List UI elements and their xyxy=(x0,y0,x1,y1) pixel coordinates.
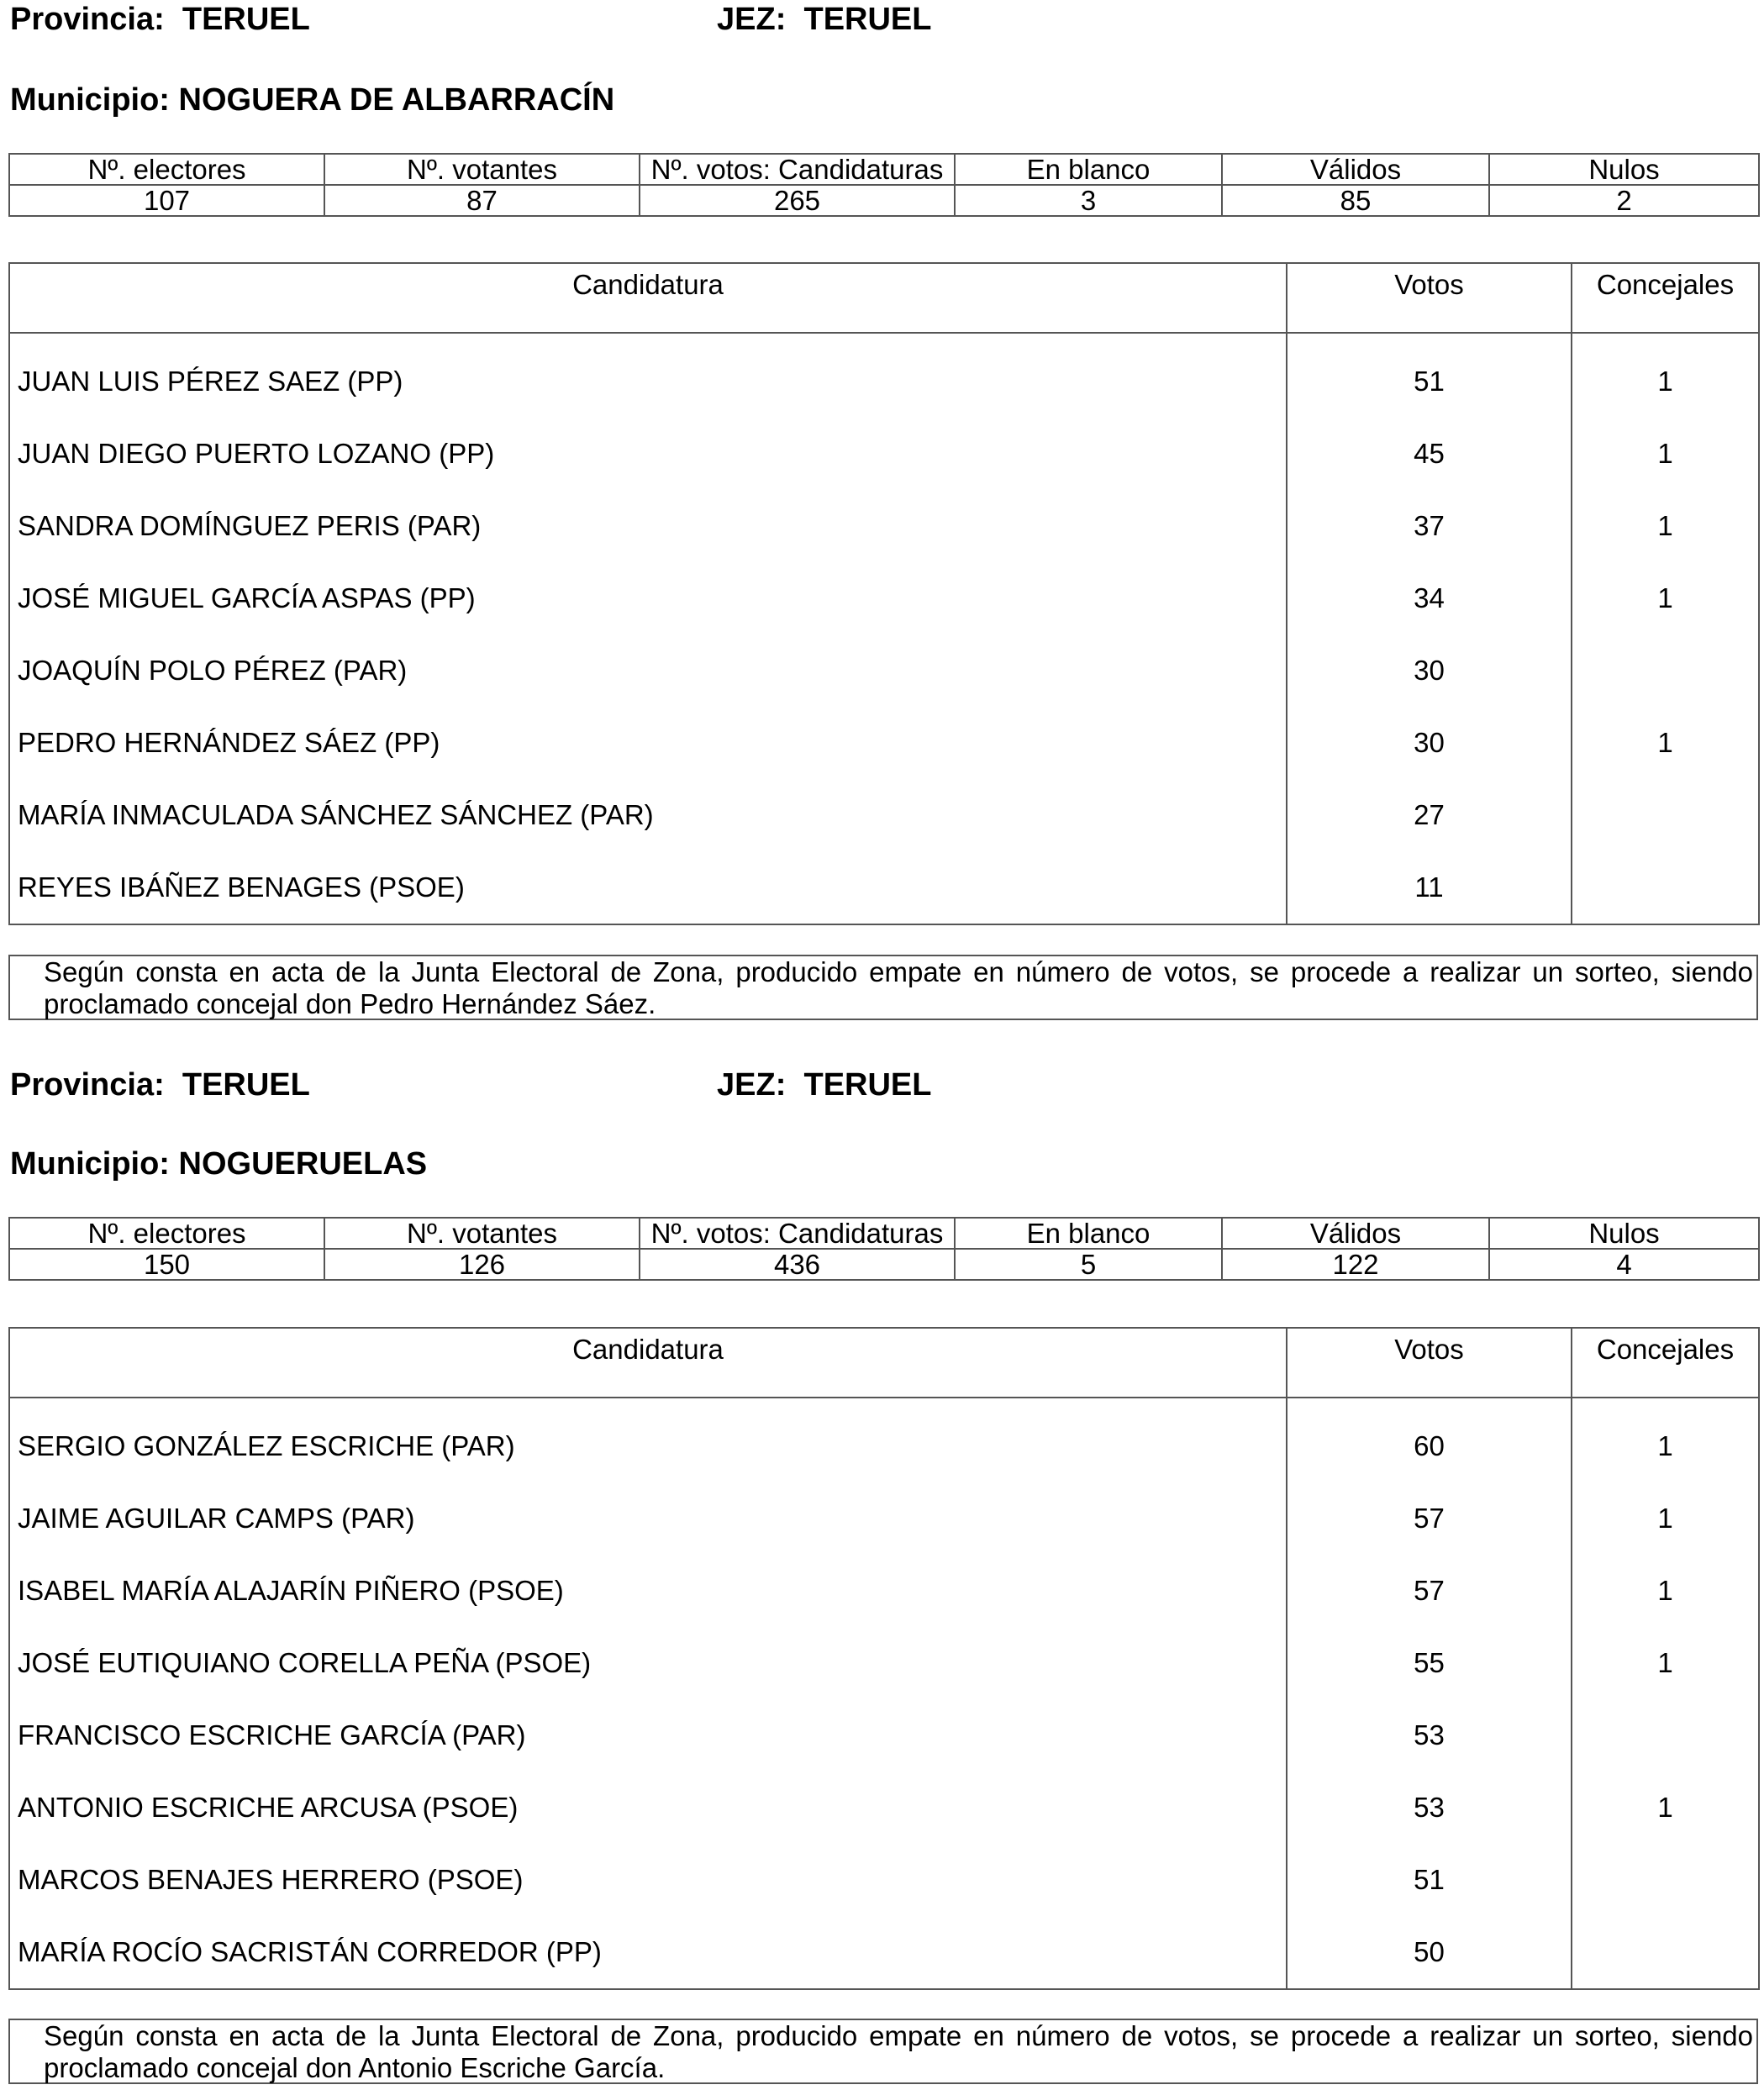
candidate-row xyxy=(9,1482,1759,1555)
candidate-name: MARCOS BENAJES HERRERO (PSOE) xyxy=(18,1864,524,1895)
stats-value-votos-candidaturas: 436 xyxy=(640,1249,955,1280)
stats-header-votos-candidaturas: Nº. votos: Candidaturas xyxy=(640,1218,955,1249)
candidate-name: JOSÉ MIGUEL GARCÍA ASPAS (PP) xyxy=(18,582,476,613)
stats-header-validos: Válidos xyxy=(1222,154,1489,185)
candidate-votes: 34 xyxy=(1287,562,1572,634)
candidate-row xyxy=(9,779,1759,851)
candidate-votes: 51 xyxy=(1287,1844,1572,1916)
candidate-row xyxy=(9,333,1759,418)
candidate-votes: 50 xyxy=(1287,1916,1572,1989)
stats-header-votantes: Nº. votantes xyxy=(324,1218,640,1249)
tie-note: Según consta en acta de la Junta Electoral de Zona, producido empate en número de votos, se procede a realizar un sorteo, siendo proclamado concejal don Pedro Hernández Sáez. xyxy=(8,955,1758,1020)
header-votos: Votos xyxy=(1287,263,1572,333)
header-candidatura: Candidatura xyxy=(9,1328,1287,1398)
provincia-label: Provincia: xyxy=(10,1067,165,1103)
stats-header-row xyxy=(9,154,1759,185)
candidate-row xyxy=(9,634,1759,707)
stats-header-nulos: Nulos xyxy=(1489,154,1759,185)
municipio-label: Municipio: xyxy=(10,82,170,118)
provincia-line xyxy=(10,3,310,35)
candidate-row xyxy=(9,1699,1759,1771)
candidate-seats xyxy=(1572,1699,1759,1771)
stats-value-nulos: 4 xyxy=(1489,1249,1759,1280)
municipio-value: NOGUERUELAS xyxy=(178,1146,428,1182)
stats-value-en-blanco: 5 xyxy=(955,1249,1222,1280)
stats-header-en-blanco: En blanco xyxy=(955,154,1222,185)
candidate-name: SERGIO GONZÁLEZ ESCRICHE (PAR) xyxy=(18,1430,515,1461)
candidate-row xyxy=(9,1398,1759,1482)
stats-value-row xyxy=(9,1249,1759,1280)
candidate-seats xyxy=(1572,634,1759,707)
header-concejales: Concejales xyxy=(1572,1328,1759,1398)
stats-value-votantes: 126 xyxy=(324,1249,640,1280)
jez-value: TERUEL xyxy=(803,1067,932,1103)
candidate-row xyxy=(9,490,1759,562)
candidate-name: FRANCISCO ESCRICHE GARCÍA (PAR) xyxy=(18,1719,526,1750)
stats-header-votantes: Nº. votantes xyxy=(324,154,640,185)
stats-value-electores: 107 xyxy=(9,185,324,216)
candidate-name: JUAN LUIS PÉREZ SAEZ (PP) xyxy=(18,366,403,397)
stats-header-en-blanco: En blanco xyxy=(955,1218,1222,1249)
candidate-name: ISABEL MARÍA ALAJARÍN PIÑERO (PSOE) xyxy=(18,1575,564,1606)
candidate-name: JOSÉ EUTIQUIANO CORELLA PEÑA (PSOE) xyxy=(18,1647,592,1678)
candidate-name: ANTONIO ESCRICHE ARCUSA (PSOE) xyxy=(18,1792,519,1823)
candidate-seats: 1 xyxy=(1572,418,1759,490)
candidate-votes: 45 xyxy=(1287,418,1572,490)
candidate-seats: 1 xyxy=(1572,333,1759,418)
stats-value-electores: 150 xyxy=(9,1249,324,1280)
stats-value-en-blanco: 3 xyxy=(955,185,1222,216)
candidate-seats xyxy=(1572,1916,1759,1989)
candidate-votes: 57 xyxy=(1287,1555,1572,1627)
jez-line xyxy=(717,1069,931,1101)
provincia-label: Provincia: xyxy=(10,2,165,37)
stats-header-row xyxy=(9,1218,1759,1249)
candidate-votes: 53 xyxy=(1287,1771,1572,1844)
stats-header-nulos: Nulos xyxy=(1489,1218,1759,1249)
stats-value-validos: 85 xyxy=(1222,185,1489,216)
candidate-votes: 60 xyxy=(1287,1398,1572,1482)
candidate-name: JUAN DIEGO PUERTO LOZANO (PP) xyxy=(18,438,495,469)
candidate-row xyxy=(9,1627,1759,1699)
candidate-seats xyxy=(1572,1844,1759,1916)
candidate-name: SANDRA DOMÍNGUEZ PERIS (PAR) xyxy=(18,510,482,541)
candidate-votes: 57 xyxy=(1287,1482,1572,1555)
candidate-name: PEDRO HERNÁNDEZ SÁEZ (PP) xyxy=(18,727,440,758)
candidates-table xyxy=(8,1327,1760,1990)
stats-value-row xyxy=(9,185,1759,216)
candidate-seats: 1 xyxy=(1572,562,1759,634)
stats-value-votos-candidaturas: 265 xyxy=(640,185,955,216)
candidate-votes: 30 xyxy=(1287,707,1572,779)
candidate-row xyxy=(9,1916,1759,1989)
candidate-votes: 37 xyxy=(1287,490,1572,562)
candidate-name: REYES IBÁÑEZ BENAGES (PSOE) xyxy=(18,871,465,903)
header-concejales: Concejales xyxy=(1572,263,1759,333)
candidate-seats: 1 xyxy=(1572,1627,1759,1699)
candidate-row xyxy=(9,1771,1759,1844)
tie-note: Según consta en acta de la Junta Electoral de Zona, producido empate en número de votos, se procede a realizar un sorteo, siendo proclamado concejal don Antonio Escriche García. xyxy=(8,2019,1758,2084)
stats-table xyxy=(8,153,1760,217)
candidates-header-row xyxy=(9,263,1759,333)
candidate-votes: 55 xyxy=(1287,1627,1572,1699)
candidate-seats: 1 xyxy=(1572,707,1759,779)
provincia-value: TERUEL xyxy=(182,1067,310,1103)
provincia-line xyxy=(10,1069,310,1101)
candidate-row xyxy=(9,1844,1759,1916)
stats-value-validos: 122 xyxy=(1222,1249,1489,1280)
candidate-row xyxy=(9,1555,1759,1627)
municipio-label: Municipio: xyxy=(10,1146,170,1182)
stats-header-validos: Válidos xyxy=(1222,1218,1489,1249)
candidate-votes: 30 xyxy=(1287,634,1572,707)
jez-value: TERUEL xyxy=(803,2,932,37)
candidate-name: MARÍA ROCÍO SACRISTÁN CORREDOR (PP) xyxy=(18,1936,602,1967)
header-votos: Votos xyxy=(1287,1328,1572,1398)
candidate-seats: 1 xyxy=(1572,1555,1759,1627)
candidate-seats: 1 xyxy=(1572,1771,1759,1844)
candidate-row xyxy=(9,851,1759,924)
candidate-seats: 1 xyxy=(1572,1398,1759,1482)
municipio-value: NOGUERA DE ALBARRACÍN xyxy=(178,82,615,118)
candidate-row xyxy=(9,418,1759,490)
stats-value-votantes: 87 xyxy=(324,185,640,216)
header-candidatura: Candidatura xyxy=(9,263,1287,333)
candidate-row xyxy=(9,707,1759,779)
candidate-seats xyxy=(1572,779,1759,851)
stats-header-electores: Nº. electores xyxy=(9,154,324,185)
jez-label: JEZ: xyxy=(717,1067,787,1103)
stats-header-votos-candidaturas: Nº. votos: Candidaturas xyxy=(640,154,955,185)
candidate-name: JAIME AGUILAR CAMPS (PAR) xyxy=(18,1503,415,1534)
municipio-line xyxy=(10,1148,427,1180)
candidate-seats xyxy=(1572,851,1759,924)
stats-table xyxy=(8,1217,1760,1281)
provincia-value: TERUEL xyxy=(182,2,310,37)
candidate-name: JOAQUÍN POLO PÉREZ (PAR) xyxy=(18,655,408,686)
stats-value-nulos: 2 xyxy=(1489,185,1759,216)
candidate-row xyxy=(9,562,1759,634)
jez-label: JEZ: xyxy=(717,2,787,37)
jez-line xyxy=(717,3,931,35)
municipio-line xyxy=(10,84,614,116)
candidate-name: MARÍA INMACULADA SÁNCHEZ SÁNCHEZ (PAR) xyxy=(18,799,654,830)
candidate-votes: 27 xyxy=(1287,779,1572,851)
candidate-seats: 1 xyxy=(1572,490,1759,562)
stats-header-electores: Nº. electores xyxy=(9,1218,324,1249)
candidate-seats: 1 xyxy=(1572,1482,1759,1555)
candidates-table xyxy=(8,262,1760,925)
candidate-votes: 53 xyxy=(1287,1699,1572,1771)
candidate-votes: 51 xyxy=(1287,333,1572,418)
candidates-header-row xyxy=(9,1328,1759,1398)
candidate-votes: 11 xyxy=(1287,851,1572,924)
